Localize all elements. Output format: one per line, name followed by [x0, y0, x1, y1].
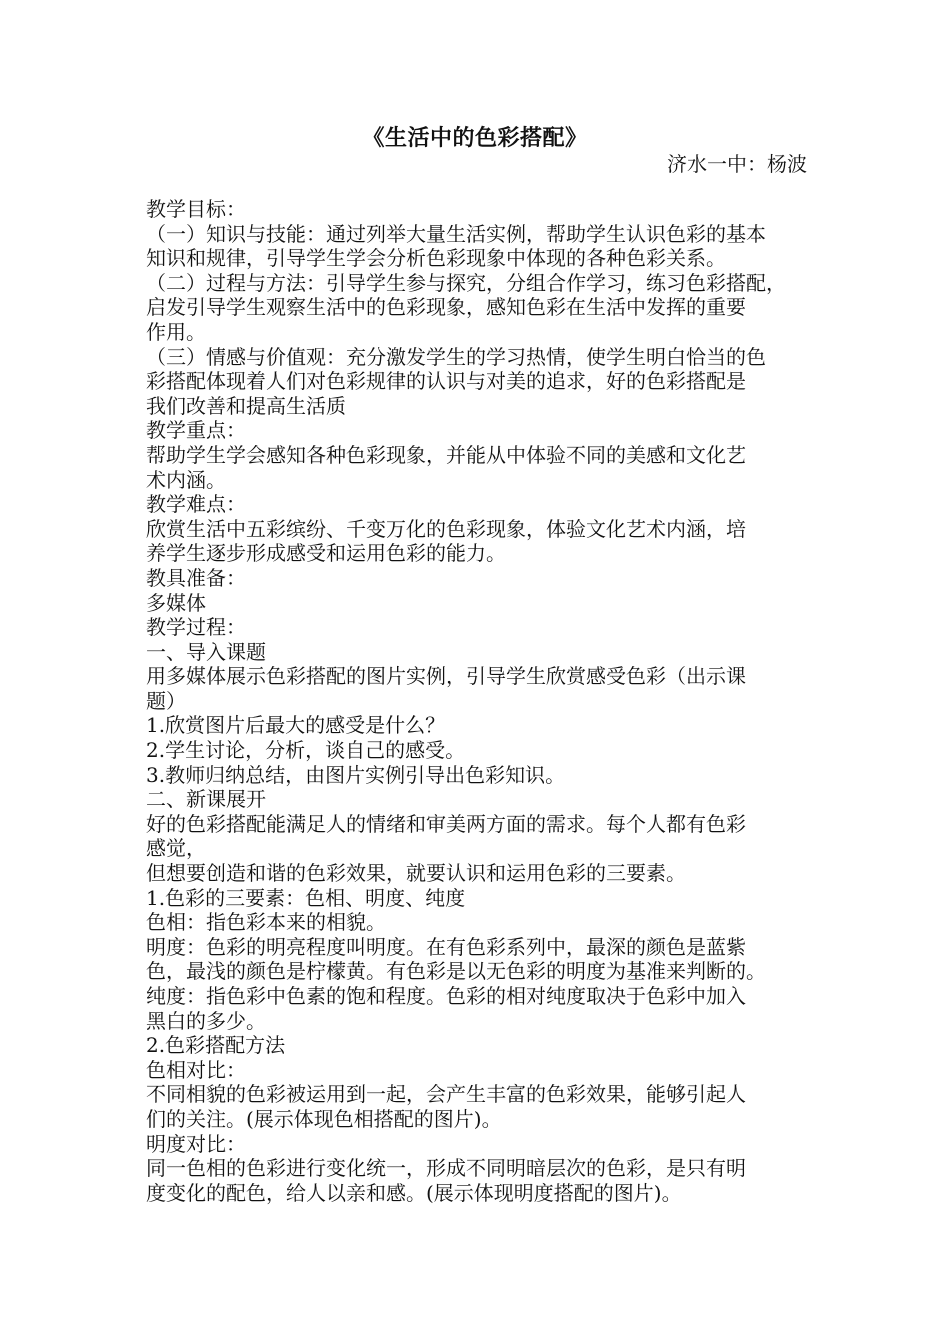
- body-line: 明度：色彩的明亮程度叫明度。在有色彩系列中，最深的颜色是蓝紫: [146, 934, 746, 959]
- body-line: 多媒体: [146, 590, 206, 615]
- body-line: （三）情感与价值观：充分激发学生的学习热情，使学生明白恰当的色: [146, 344, 766, 369]
- body-line: 色相对比：: [146, 1057, 246, 1082]
- body-line: 术内涵。: [146, 467, 226, 492]
- body-line: 1.欣赏图片后最大的感受是什么？: [146, 713, 446, 738]
- body-line: 3.教师归纳总结，由图片实例引导出色彩知识。: [146, 762, 566, 787]
- body-line: 色相：指色彩本来的相貌。: [146, 910, 386, 935]
- body-line: 一、导入课题: [146, 639, 266, 664]
- body-line: 题）: [146, 688, 186, 713]
- body-line: 但想要创造和谐的色彩效果，就要认识和运用色彩的三要素。: [146, 861, 686, 886]
- body-line: 我们改善和提高生活质: [146, 393, 346, 418]
- body-line: 度变化的配色，给人以亲和感。(展示体现明度搭配的图片)。: [146, 1180, 682, 1205]
- document-author: 济水一中：杨波: [667, 152, 807, 176]
- body-line: 们的关注。(展示体现色相搭配的图片)。: [146, 1106, 502, 1131]
- body-line: （二）过程与方法：引导学生参与探究，分组合作学习，练习色彩搭配，: [146, 270, 786, 295]
- body-line: 2.学生讨论，分析，谈自己的感受。: [146, 738, 466, 763]
- body-line: 1.色彩的三要素：色相、明度、纯度: [146, 885, 466, 910]
- body-line: 纯度：指色彩中色素的饱和程度。色彩的相对纯度取决于色彩中加入: [146, 984, 746, 1008]
- body-line: 教学过程：: [146, 615, 246, 640]
- body-line: 欣赏生活中五彩缤纷、千变万化的色彩现象，体验文化艺术内涵，培: [146, 516, 746, 541]
- body-line: 黑白的多少。: [146, 1008, 266, 1033]
- document-title: 《生活中的色彩搭配》: [362, 125, 588, 151]
- body-line: 养学生逐步形成感受和运用色彩的能力。: [146, 541, 506, 566]
- body-line: 明度对比：: [146, 1131, 246, 1156]
- body-line: 二、新课展开: [146, 787, 266, 812]
- body-line: 教学难点：: [146, 492, 246, 517]
- body-line: 启发引导学生观察生活中的色彩现象，感知色彩在生活中发挥的重要: [146, 295, 746, 320]
- body-line: 感觉，: [146, 836, 206, 861]
- body-line: 色，最浅的颜色是柠檬黄。有色彩是以无色彩的明度为基准来判断的。: [146, 959, 766, 984]
- body-line: 知识和规律，引导学生学会分析色彩现象中体现的各种色彩关系。: [146, 246, 726, 271]
- document-body: [146, 197, 810, 1205]
- body-line: 教学目标：: [146, 197, 246, 221]
- body-line: 不同相貌的色彩被运用到一起，会产生丰富的色彩效果，能够引起人: [146, 1082, 746, 1107]
- body-line: 教具准备：: [146, 565, 246, 590]
- body-line: 用多媒体展示色彩搭配的图片实例，引导学生欣赏感受色彩（出示课: [146, 664, 746, 689]
- body-line: 2.色彩搭配方法: [146, 1033, 286, 1058]
- body-line: 彩搭配体现着人们对色彩规律的认识与对美的追求，好的色彩搭配是: [146, 369, 746, 394]
- body-line: 好的色彩搭配能满足人的情绪和审美两方面的需求。每个人都有色彩: [146, 811, 746, 836]
- body-line: 帮助学生学会感知各种色彩现象，并能从中体验不同的美感和文化艺: [146, 442, 746, 467]
- body-line: 作用。: [146, 319, 206, 344]
- body-line: 教学重点：: [146, 418, 246, 443]
- body-line: （一）知识与技能：通过列举大量生活实例，帮助学生认识色彩的基本: [146, 221, 766, 246]
- body-line: 同一色相的色彩进行变化统一，形成不同明暗层次的色彩，是只有明: [146, 1156, 746, 1181]
